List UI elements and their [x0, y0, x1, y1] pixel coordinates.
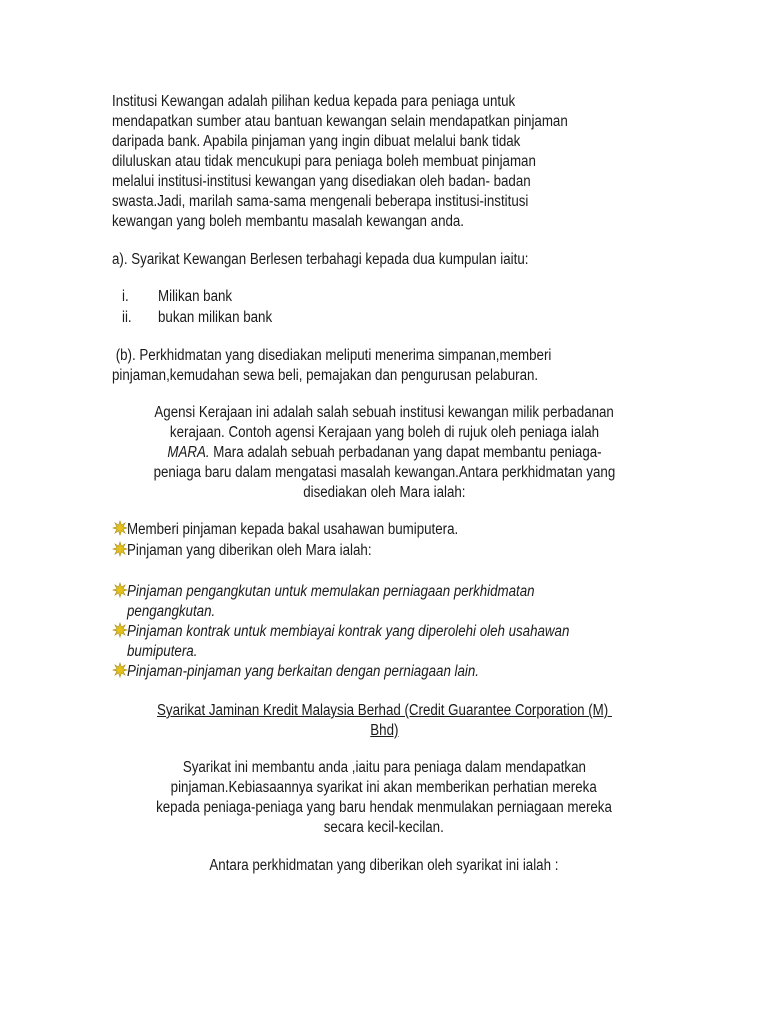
- cgc-line: kepada peniaga-peniaga yang baru hendak menmulakan perniagaan mereka: [156, 799, 612, 816]
- intro-line: diluluskan atau tidak mencukupi para peniaga boleh membuat pinjaman: [112, 153, 536, 170]
- intro-line: swasta.Jadi, marilah sama-sama mengenali beberapa institusi-institusi: [112, 193, 529, 210]
- intro-line: kewangan yang boleh membantu masalah kewangan anda.: [112, 213, 465, 230]
- intro-line: Institusi Kewangan adalah pilihan kedua kepada para peniaga untuk: [112, 93, 516, 110]
- cgc-line: Syarikat ini membantu anda ,iaitu para peniaga dalam mendapatkan: [182, 759, 586, 776]
- cgc-line: pinjaman.Kebiasaannya syarikat ini akan memberikan perhatian mereka: [170, 779, 598, 796]
- list-item: bukan milikan bank: [158, 309, 273, 326]
- sun-star-bullet-icon: [112, 520, 128, 536]
- list-marker: i.: [122, 288, 129, 305]
- agency-line: kerajaan. Contoh agensi Kerajaan yang boleh di rujuk oleh peniaga ialah: [169, 424, 599, 441]
- intro-line: melalui institusi-institusi kewangan yang disediakan oleh badan- badan: [112, 173, 531, 190]
- cgc-title-line: Syarikat Jaminan Kredit Malaysia Berhad (Credit Guarantee Corporation (M): [156, 702, 612, 719]
- intro-line: mendapatkan sumber atau bantuan kewangan selain mendapatkan pinjaman: [112, 113, 568, 130]
- list-item: Milikan bank: [158, 288, 233, 305]
- intro-line: daripada bank. Apabila pinjaman yang ingin dibuat melalui bank tidak: [112, 133, 521, 150]
- section-a-heading: a). Syarikat Kewangan Berlesen terbahagi kepada dua kumpulan iaitu:: [112, 251, 529, 268]
- sun-star-bullet-icon: [112, 662, 128, 678]
- cgc-title-line: Bhd): [369, 722, 399, 739]
- list-marker: ii.: [122, 309, 132, 326]
- sun-star-bullet-icon: [112, 541, 128, 557]
- document-page: Institusi Kewangan adalah pilihan kedua kepada para peniaga untuk mendapatkan sumber atau bantuan kewangan selain mendapatkan pinjaman daripada bank. Apabila pinjaman yang ingin dibuat melalui bank tidak diluluskan atau tidak mencukupi para peniaga boleh membuat pinjaman melalui institusi-institusi kewangan yang disediakan oleh badan- badan swasta.Jadi, marilah sama-sama mengenali beberapa institusi-institusi kewangan yang boleh membantu masalah kewangan anda. a). Syarikat Kewangan Berlesen terbahagi kepada dua kumpulan iaitu: i. Milikan bank ii. bukan milikan bank (b). Perkhidmatan yang disediakan meliputi menerima simpanan,memberi pinjaman,kemudahan sewa beli, pemajakan dan pengurusan pelaburan. Agensi Kerajaan ini adalah salah sebuah institusi kewangan milik perbadanan kerajaan. Contoh agensi Kerajaan yang boleh di rujuk oleh peniaga ialah MARA. Mara adalah sebuah perbadanan yang dapat membantu peniaga- peniaga baru dalam mengatasi masalah kewangan.Antara perkhidmatan yang disediakan oleh Mara ialah: Memberi pinjaman kepada bakal usahawan bumiputera. Pinjaman yang diberikan oleh Mara ialah: Pinjaman pengangkutan untuk memulakan perniagaan perkhidmatan pengangkutan. Pinjaman kontrak untuk membiayai kontrak yang diperolehi oleh usahawan bumiputera. Pinjaman-pinjaman yang berkaitan dengan perniagaan lain. Syarikat Jaminan Kredit Malaysia Berhad (Credit Guarantee Corporation (M) Bhd) Syarikat ini membantu anda ,iaitu para peniaga dalam mendapatkan pinjaman.Kebiasaannya syarikat ini akan memberikan perhatian mereka kepada peniaga-peniaga yang baru hendak menmulakan perniagaan mereka secara kecil-kecilan. Antara perkhidmatan yang diberikan oleh syarikat ini ialah :: [0, 0, 768, 1024]
- sun-star-bullet-icon: [112, 622, 128, 638]
- cgc-closing-line: Antara perkhidmatan yang diberikan oleh syarikat ini ialah :: [209, 857, 559, 874]
- mara-emphasis: MARA.: [166, 444, 210, 461]
- sun-star-bullet-icon: [112, 582, 128, 598]
- cgc-line: secara kecil-kecilan.: [323, 819, 445, 836]
- agency-line: Agensi Kerajaan ini adalah salah sebuah institusi kewangan milik perbadanan: [154, 404, 614, 421]
- agency-line: peniaga baru dalam mengatasi masalah kewangan.Antara perkhidmatan yang: [153, 464, 615, 481]
- section-b-line: pinjaman,kemudahan sewa beli, pemajakan dan pengurusan pelaburan.: [112, 367, 539, 384]
- agency-line: MARA. Mara adalah sebuah perbadanan yang dapat membantu peniaga-: [166, 444, 602, 461]
- agency-line: disediakan oleh Mara ialah:: [302, 484, 466, 501]
- section-b-line: (b). Perkhidmatan yang disediakan meliputi menerima simpanan,memberi: [112, 347, 552, 364]
